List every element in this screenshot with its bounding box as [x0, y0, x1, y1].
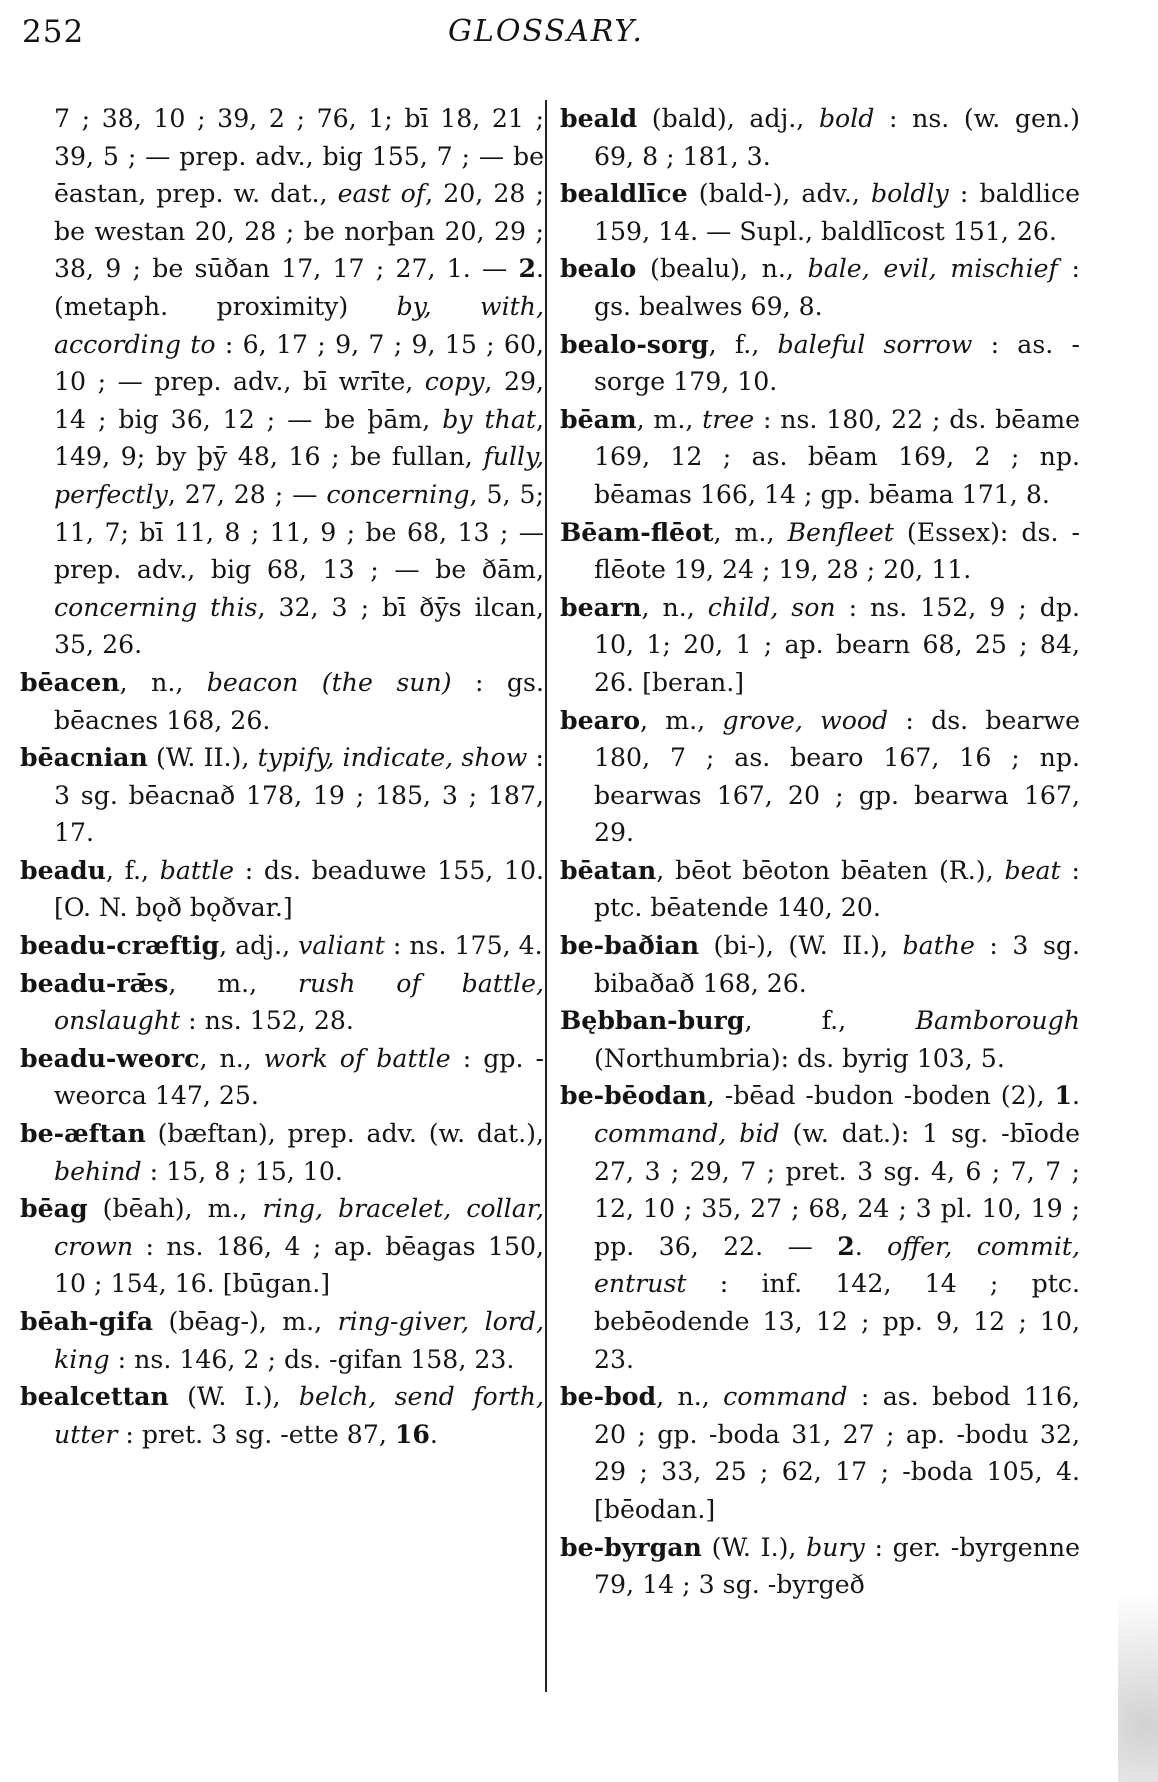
entry-text: : gs. bealwes 69, 8. — [594, 254, 1080, 321]
glossary-entry — [560, 326, 1080, 401]
headword: bealcettan — [20, 1381, 169, 1412]
entry-text: . — [429, 1419, 438, 1449]
glossary-entry — [20, 927, 544, 965]
definition: typify, indicate, show — [257, 743, 528, 773]
entry-text: (bald-), adv., — [687, 179, 871, 209]
entry-text: , m., — [636, 404, 703, 434]
entry-text: : ger. -byrgenne 79, 14 ; 3 sg. -byrgeð — [594, 1532, 1080, 1600]
entry-text: : inf. 142, 14 ; ptc. bebēodende 13, 12 ; pp. 9, 12 ; 10, 23. — [594, 1269, 1080, 1374]
glossary-entry — [20, 965, 544, 1040]
definition: by, with, according to — [54, 291, 545, 359]
entry-text: : baldlice 159, 14. — Supl., baldlīcost 151, 26. — [594, 179, 1080, 246]
entry-text: , 20, 28 ; be westan 20, 28 ; be norþan 20, 29 ; 38, 9 ; be sūðan 17, 17 ; 27, 1. — — [54, 179, 545, 284]
definition: offer, commit, entrust — [594, 1231, 1080, 1299]
definition: concerning — [326, 479, 470, 509]
entry-text: , 5, 5; 11, 7; bī 11, 8 ; 11, 9 ; be 68, 13 ; — prep. adv., big 68, 13 ; — be ðām, — [54, 479, 545, 585]
entry-text: , -bēad -budon -boden (2), — [706, 1081, 1055, 1111]
definition: beacon (the sun) — [206, 667, 452, 697]
entry-text: : gp. -weorca 147, 25. — [54, 1043, 544, 1111]
entry-text: , n., — [119, 667, 207, 697]
entry-text: , n., — [656, 1382, 724, 1412]
glossary-entry — [20, 739, 544, 852]
headword: bealo-sorg — [560, 328, 709, 359]
entry-text: : 3 sg. bibaðað 168, 26. — [594, 931, 1080, 998]
definition: by that — [442, 404, 536, 434]
entry-text: : ptc. bēatende 140, 20. — [594, 855, 1081, 923]
entry-text: , f., — [708, 329, 778, 359]
glossary-entry — [560, 1077, 1080, 1378]
headword: bēah-gifa — [20, 1306, 154, 1336]
glossary-entry — [20, 1190, 544, 1303]
entry-text: , adj., — [219, 931, 299, 961]
entry-text: : 15, 8 ; 15, 10. — [141, 1156, 343, 1186]
glossary-entry — [560, 589, 1080, 702]
glossary-entry — [20, 1378, 544, 1453]
definition: child, son — [707, 592, 836, 622]
entry-text: , m., — [168, 968, 299, 998]
headword: beadu — [20, 854, 106, 885]
entry-text: : pret. 3 sg. -ette 87, — [117, 1419, 395, 1449]
definition: copy — [424, 367, 485, 397]
headword: be-byrgan — [560, 1531, 702, 1562]
definition: work of battle — [263, 1043, 451, 1073]
entry-text: (W. I.), — [701, 1532, 807, 1562]
entry-text: , bēot bēoton bēaten (R.), — [656, 855, 1005, 885]
entry-text: (W. I.), — [168, 1382, 299, 1412]
headword: bearo — [560, 704, 641, 735]
entry-text: : gs. bēacnes 168, 26. — [54, 667, 544, 735]
glossary-entry — [560, 250, 1080, 325]
entry-text: (bald), adj., — [637, 104, 819, 133]
entry-text: (bealu), n., — [636, 254, 808, 284]
sense-number: 16 — [394, 1418, 430, 1449]
entry-text: , 149, 9; by þȳ 48, 16 ; be fullan, — [54, 404, 544, 472]
definition: tree — [702, 404, 755, 434]
glossary-entry — [20, 1040, 544, 1115]
headword: bēag — [20, 1193, 88, 1224]
entry-text: , n., — [641, 592, 708, 622]
definition: baleful sorrow — [777, 329, 973, 359]
column-divider — [545, 100, 547, 1692]
glossary-entry — [560, 852, 1080, 927]
glossary-entry — [20, 1115, 544, 1190]
definition: Bamborough — [915, 1006, 1080, 1036]
headword: Bēam-flēot — [560, 516, 714, 547]
entry-text: : as. bebod 116, 20 ; gp. -boda 31, 27 ; ap. -bodu 32, 29 ; 33, 25 ; 62, 17 ; -boda 105, 4. [bēodan.] — [594, 1382, 1080, 1524]
entry-text: : ds. bearwe 180, 7 ; as. bearo 167, 16 ; np. bearwas 167, 20 ; gp. bearwa 167, 29. — [594, 705, 1080, 848]
glossary-column-left — [20, 100, 544, 1453]
definition: Benfleet — [787, 517, 894, 547]
entry-text: : as. -sorge 179, 10. — [594, 329, 1080, 397]
glossary-entry-continuation — [20, 100, 544, 664]
entry-text: : 3 sg. bēacnað 178, 19 ; 185, 3 ; 187, 17. — [54, 743, 545, 848]
definition: belch, send forth, utter — [54, 1382, 544, 1449]
definition: battle — [159, 855, 235, 885]
definition: grove, wood — [722, 705, 889, 735]
glossary-column-right — [560, 100, 1080, 1604]
definition: bale, evil, mischief — [807, 254, 1058, 284]
headword: be-bod — [560, 1381, 657, 1412]
glossary-entry — [20, 852, 544, 927]
headword: Bębban-burg — [560, 1005, 745, 1036]
definition: ring-giver, lord, king — [54, 1307, 544, 1374]
definition: fully, perfectly — [54, 442, 544, 509]
entry-text: , n., — [199, 1043, 264, 1073]
entry-text: (bēag-), m., — [153, 1307, 338, 1336]
headword: bealdlīce — [560, 178, 688, 209]
glossary-entry — [560, 401, 1080, 514]
entry-text: (w. dat.): 1 sg. -bīode 27, 3 ; 29, 7 ; pret. 3 sg. 4, 6 ; 7, 7 ; 12, 10 ; 35, 27 ; 68, 24 ; 3 pl. 10, 19 ; pp. 36, 22. — — [594, 1119, 1081, 1261]
entry-text: (bēah), m., — [87, 1194, 263, 1224]
sense-number: 1 — [1054, 1080, 1072, 1111]
headword: be-bēodan — [560, 1080, 707, 1111]
headword: bēam — [560, 403, 637, 434]
headword: be-baðian — [560, 930, 700, 961]
entry-text: (Northumbria): ds. byrig 103, 5. — [594, 1043, 1005, 1073]
entry-text: : ds. beaduwe 155, 10. [O. N. bǫð bǫðvar.] — [54, 855, 544, 923]
definition: command, bid — [594, 1119, 780, 1149]
entry-text: , 32, 3 ; bī ðȳs ilcan, 35, 26. — [54, 592, 545, 660]
headword: beald — [560, 103, 638, 133]
headword: bēacen — [20, 666, 120, 697]
entry-text: , m., — [713, 517, 788, 547]
definition: bold — [818, 104, 875, 133]
page-number: 252 — [22, 14, 85, 50]
headword: bearn — [560, 591, 642, 622]
headword: beadu-weorc — [20, 1042, 200, 1073]
entry-text: : ns. 186, 4 ; ap. bēagas 150, 10 ; 154, 16. [būgan.] — [54, 1231, 544, 1299]
glossary-entry — [560, 1378, 1080, 1528]
glossary-entry — [20, 664, 544, 739]
glossary-entry — [560, 175, 1080, 250]
entry-text: , m., — [640, 705, 723, 735]
definition: boldly — [870, 179, 949, 209]
entry-text: . — [854, 1231, 888, 1261]
entry-text: . (metaph. proximity) — [54, 254, 544, 321]
glossary-entry — [560, 927, 1080, 1002]
glossary-entry — [560, 100, 1080, 175]
definition: bury — [806, 1532, 865, 1562]
headword: bēacnian — [20, 742, 148, 773]
headword: beadu-cræftig — [20, 930, 220, 961]
headword: beadu-rǣs — [20, 967, 169, 998]
glossary-entry — [560, 702, 1080, 852]
entry-text: (Essex): ds. -flēote 19, 24 ; 19, 28 ; 20, 11. — [594, 517, 1080, 585]
definition: concerning this — [54, 592, 258, 622]
sense-number: 2 — [837, 1230, 855, 1261]
headword: bealo — [560, 253, 637, 284]
glossary-entry — [20, 1303, 544, 1378]
entry-text: : 6, 17 ; 9, 7 ; 9, 15 ; 60, 10 ; — prep. adv., bī wrīte, — [54, 329, 544, 397]
entry-text: : ns. (w. gen.) 69, 8 ; 181, 3. — [594, 104, 1080, 171]
definition: valiant — [298, 931, 385, 961]
sense-number: 2 — [518, 253, 536, 284]
entry-text: , 29, 14 ; big 36, 12 ; — be þām, — [54, 367, 544, 434]
entry-text: . — [1071, 1081, 1080, 1111]
glossary-entry — [560, 1529, 1080, 1604]
entry-text: (W. II.), — [147, 743, 258, 773]
headword: bēatan — [560, 854, 657, 885]
entry-text: : ns. 180, 22 ; ds. bēame 169, 12 ; as. bēam 169, 2 ; np. bēamas 166, 14 ; gp. bēama 171, 8. — [594, 404, 1080, 509]
glossary-entry — [560, 514, 1080, 589]
entry-text: 7 ; 38, 10 ; 39, 2 ; 76, 1; bī 18, 21 ; 39, 5 ; — prep. adv., big 155, 7 ; — be ēastan, prep. w. dat., — [54, 104, 544, 209]
entry-text: , f., — [744, 1006, 916, 1036]
scan-speckle — [1118, 1500, 1158, 1782]
definition: rush of battle, onslaught — [54, 968, 545, 1036]
definition: bathe — [902, 931, 975, 961]
entry-text: , f., — [105, 855, 160, 885]
running-title: GLOSSARY. — [448, 14, 644, 49]
entry-text: : ns. 175, 4. — [384, 931, 543, 961]
headword: be-æftan — [20, 1118, 146, 1149]
definition: east of — [337, 179, 426, 209]
entry-text: (bæftan), prep. adv. (w. dat.), — [145, 1119, 544, 1149]
definition: behind — [54, 1156, 142, 1186]
entry-text: : ns. 146, 2 ; ds. -gifan 158, 23. — [109, 1344, 515, 1374]
definition: ring, bracelet, collar, crown — [54, 1194, 544, 1261]
entry-text: (bi-), (W. II.), — [699, 931, 903, 961]
entry-text: : ns. 152, 28. — [180, 1006, 354, 1036]
entry-text: : ns. 152, 9 ; dp. 10, 1; 20, 1 ; ap. bearn 68, 25 ; 84, 26. [beran.] — [594, 592, 1080, 697]
glossary-entry — [560, 1002, 1080, 1077]
definition: beat — [1004, 855, 1061, 885]
entry-text: , 27, 28 ; — — [167, 479, 327, 509]
definition: command — [723, 1382, 848, 1412]
